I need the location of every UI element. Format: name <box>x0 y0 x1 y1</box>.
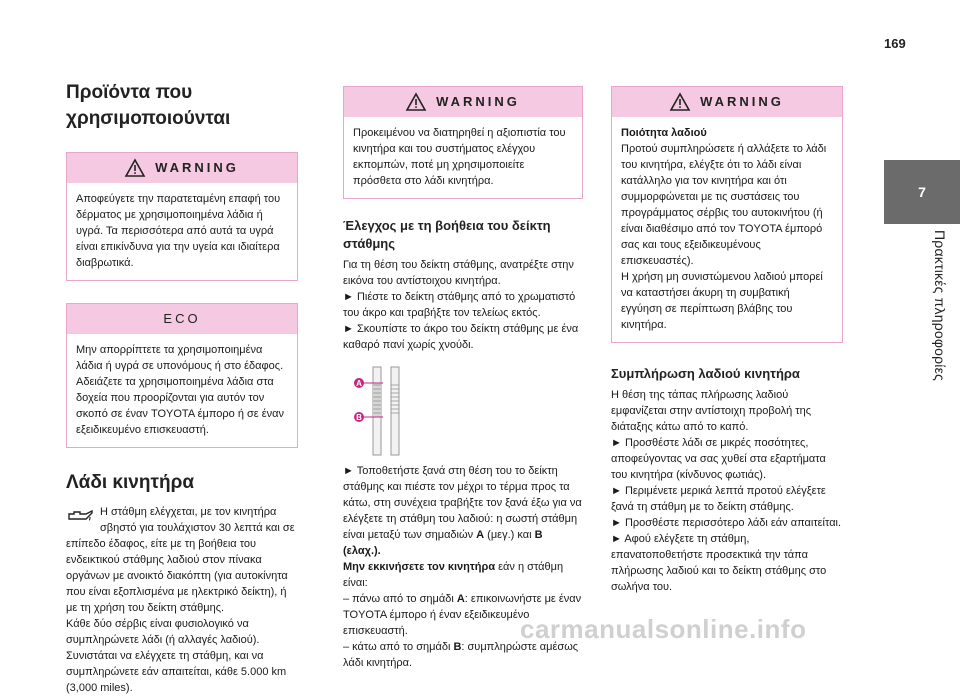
step-item: ► Αφού ελέγξετε τη στάθμη, επανατοποθετήστε προσεκτικά την τάπα πλήρωσης λαδιού και το δείκτη στάθμης στο σωλήνα του. <box>611 533 827 593</box>
page-number: 169 <box>884 36 906 51</box>
step-item: ► Προσθέστε λάδι σε μικρές ποσότητες, αποφεύγοντας να σας χυθεί στα εξαρτήματα του κινητήρα (κίνδυνος φωτιάς). <box>611 437 826 481</box>
eco-box <box>66 303 298 448</box>
step-item: ► Περιμένετε μερικά λεπτά προτού ελέγξετε ξανά τη στάθμη με το δείκτη στάθμης. <box>611 485 826 513</box>
section-heading-products: Προϊόντα που χρησιμοποιούνται <box>66 82 231 129</box>
warning-box-header <box>344 87 582 117</box>
eco-box-header <box>67 304 297 334</box>
chapter-title: Πρακτικές πληροφορίες <box>932 230 948 382</box>
marker-a-label: A <box>356 379 362 388</box>
level-below: – κάτω από το σημάδι B: συμπληρώστε αμέσως λάδι κινητήρα. <box>343 641 579 669</box>
section-heading-refill: Συμπλήρωση λαδιού κινητήρα <box>611 366 800 381</box>
step-item: ► Σκουπίστε το άκρο του δείκτη στάθμης με ένα καθαρό πανί χωρίς χνούδι. <box>343 323 579 351</box>
chapter-side-tab <box>884 160 960 620</box>
section-heading-dipstick: Έλεγχος με τη βοήθεια του δείκτη στάθμης <box>343 218 551 251</box>
oil-text-2: Κάθε δύο σέρβις είναι φυσιολογικό να συμπληρώνετε λάδι (ή αλλαγές λαδιού). Συνιστάται να ελέγχετε τη στάθμη, και να συμπληρώνετε εάν απαιτείται, κάθε 5.000 km (3,000 miles). <box>66 618 287 694</box>
dipstick-drawing <box>353 361 435 457</box>
chapter-number: 7 <box>884 160 960 224</box>
warning-title: WARNING <box>436 94 520 109</box>
no-start-warning: Μην εκκινήσετε τον κινητήρα εάν η στάθμη είναι: <box>343 561 564 589</box>
warning-triangle-icon <box>125 159 145 177</box>
warning-title: WARNING <box>155 160 239 175</box>
eco-title: ECO <box>163 311 201 326</box>
warning-box-header <box>67 153 297 183</box>
level-above: – πάνω από το σημάδι A: επικοινωνήστε με έναν TOYOTA έμπορο ή έναν εξειδικευμένο επισκευαστή. <box>343 593 582 637</box>
step-item: ► Πιέστε το δείκτη στάθμης από το χρωματιστό του άκρο και τραβήξτε τον τελείως εκτός. <box>343 291 576 319</box>
oil-intro-block <box>66 504 298 696</box>
warning-triangle-icon <box>670 93 690 111</box>
warning-box-additives <box>343 86 583 199</box>
step-item: ► Προσθέστε περισσότερο λάδι εάν απαιτείται. <box>611 517 842 529</box>
eco-text: Μην απορρίπτετε τα χρησιμοποιημένα λάδια ή υγρά σε υπονόμους ή στο έδαφος. Αδειάζετε τα χρησιμοποιημένα λάδια στα δοχεία που προορίζονται για αυτόν τον σκοπό σε έναν TOYOTA έμπορο ή σε έναν εξειδικευμένο επισκευαστή. <box>76 344 285 436</box>
warning-text: Αποφεύγετε την παρατεταμένη επαφή του δέρματος με χρησιμοποιημένα λάδια ή υγρά. Τα περισσότερα από αυτά τα υγρά είναι επικίνδυνα για την υγεία και ιδιαίτερα διαβρωτικά. <box>76 193 281 269</box>
warning-box-header <box>612 87 842 117</box>
section-heading-engine-oil: Λάδι κινητήρα <box>66 472 194 493</box>
oil-intro-text: Η στάθμη ελέγχεται, με τον κινητήρα σβηστό για τουλάχιστον 30 λεπτά και σε επίπεδο έδαφος, είτε με τη βοήθεια του ενδεικτικού στάθμης λαδιού στον πίνακα οργάνων με ανοικτό διακόπτη (για αυτοκίνητα που είναι εξοπλισμένα με ηλεκτρικό δείκτη), ή με τη χρήση του δείκτη στάθμης. <box>66 506 295 614</box>
oil-can-icon <box>66 508 94 524</box>
dipstick-illustration <box>353 361 435 457</box>
dipstick-intro: Για τη θέση του δείκτη στάθμης, ανατρέξτε στην εικόνα του αντίστοιχου κινητήρα. <box>343 259 574 287</box>
refill-intro: Η θέση της τάπας πλήρωσης λαδιού εμφανίζεται στην αντίστοιχη προβολή της διάταξης κάτω από το καπό. <box>611 389 812 433</box>
column-1 <box>66 80 298 696</box>
marker-b-label: B <box>356 413 362 422</box>
warning-text-2: Η χρήση μη συνιστώμενου λαδιού μπορεί να καταστήσει άκυρη τη συμβατική εγγύηση σε περίπτωση βλάβης του κινητήρα. <box>621 271 823 331</box>
warning-title: WARNING <box>700 94 784 109</box>
watermark: carmanualsonline.info <box>520 614 807 644</box>
column-2 <box>343 86 583 671</box>
warning-triangle-icon <box>406 93 426 111</box>
warning-box-oil-quality <box>611 86 843 343</box>
warning-subtitle: Ποιότητα λαδιού <box>621 127 707 139</box>
warning-text: Προτού συμπληρώσετε ή αλλάξετε το λάδι του κινητήρα, ελέγξτε ότι το λάδι είναι κατάλληλο για τον κινητήρα και ότι συμμορφώνεται με τις συστάσεις του προγράμματος σέρβις του αυτοκινήτου (ή είναι διαθέσιμο από τον TOYOTA έμπορό σας και τους εξειδικευμένους επισκευαστές). <box>621 143 827 267</box>
column-3 <box>611 86 843 595</box>
step-reinsert: ► Τοποθετήστε ξανά στη θέση του το δείκτη στάθμης και πιέστε τον μέχρι το τέρμα προς τα κάτω, στη συνέχεια τραβήξτε τον ξανά έξω για να ελέγξετε τη στάθμη του λαδιού: η σωστή στάθμη είναι μεταξύ των σημαδιών A (μεγ.) και B (ελαχ.). <box>343 465 582 557</box>
warning-text: Προκειμένου να διατηρηθεί η αξιοπιστία του κινητήρα και του συστήματος ελέγχου εκπομπών, ποτέ μη χρησιμοποιείτε πρόσθετα στο λάδι κινητήρα. <box>353 127 566 187</box>
warning-box-skin <box>66 152 298 281</box>
